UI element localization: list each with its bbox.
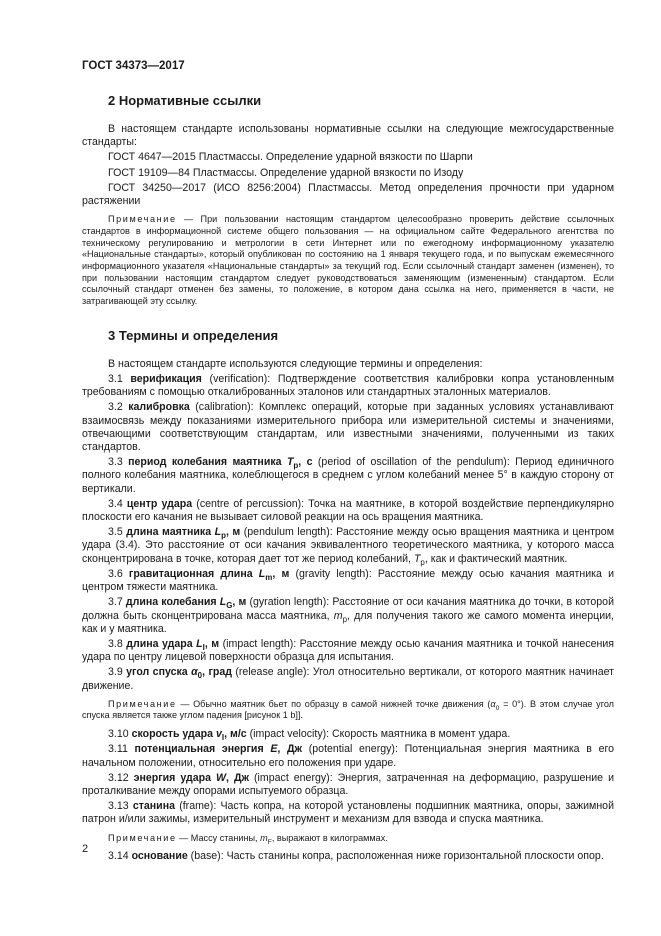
- reference-item: ГОСТ 4647—2015 Пластмассы. Определение ударной вязкости по Шарпи: [108, 151, 473, 164]
- reference-item: ГОСТ 19109—84 Пластмассы. Определение ударной вязкости по Изоду: [108, 166, 464, 179]
- term-3-11: 3.11 потенциальная энергия E, Дж (potential energy): Потенциальная энергия маятника в его начальном положении, относительно его положения при ударе.: [82, 743, 614, 769]
- term-3-2: 3.2 калибровка (calibration): Комплекс операций, которые при заданных условиях устанавливают взаимосвязь между показаниями измерительного прибора или измерительной системы и значениями, отвечающими соответствующим стандартам, или известными значениями, полученными из таких стандартов.: [82, 401, 615, 454]
- term-3-10: 3.10 скорость удара $v_I$, м/с (impact velocity): Скорость маятника в момент удара.: [108, 728, 511, 743]
- term-3-8: 3.8 длина удара $L_I$, м (impact length): Расстояние между осью качания маятника и точкой нанесения удара по центру лицевой поверхности образца для испытания.: [82, 637, 614, 664]
- section-3-intro: В настоящем стандарте используются следующие термины и определения:: [108, 357, 483, 370]
- term-3-1: 3.1 верификация (verification): Подтверждение соответствия калибровки копра установленным требованиям с помощью откалиброванных эталонов или стандартных эталонных материалов.: [82, 373, 615, 399]
- term-3-5: 3.5 длина маятника $L_p$, м (pendulum length): Расстояние между осью вращения маятника и центром удара (3.4). Это расстояние от оси качания эквивалентного теоретического маятника, у которого масса сконцентрирована в точке, которая дает тот же период колебаний, $T_p$, как и фактический маятник.: [82, 526, 614, 567]
- note-references: [82, 214, 614, 308]
- term-3-7: 3.7 длина колебания $L_G$, м (gyration length): Расстояние от оси качания маятника до точки, в которой должна быть сконцентрирована масса маятника, $m_p$, для получения такого же самого момента инерции, как и у маятника.: [82, 596, 614, 635]
- page-content: [82, 93, 614, 865]
- note-text: — При пользовании настоящим стандартом целесообразно проверить действие ссылочных стандартов в информационной системе общего пользования — на официальном сайте Федерального агентства по техническому регулированию и метрологии в сети Интернет или по ежегодному информационному указателю «Национальные стандарты», который опубликован по состоянию на 1 января текущего года, и по выпускам ежемесячного информационного указателя «Национальные стандарты» за текущий год. Если ссылочный стандарт заменен (изменен), то при пользовании настоящим стандартом следует руководствоваться заменяющим (измененным) стандартом. Если ссылочный стандарт отменен без замены, то положение, в котором дана ссылка на него, применяется в части, не затрагивающей эту ссылку.: [82, 214, 614, 307]
- term-3-9: 3.9 угол спуска $\alpha_0$, град (release angle): Угол относительно вертикали, от которого маятник начинает движение.: [82, 666, 614, 692]
- term-3-13: 3.13 станина (frame): Часть копра, на которой установлены подшипник маятника, опоры, зажимной патрон и/или зажимы, измерительный инструмент и механизм для взвода и спуска маятника.: [82, 800, 614, 826]
- reference-item: ГОСТ 34250—2017 (ИСО 8256:2004) Пластмассы. Метод определения прочности при ударном растяжении: [82, 181, 614, 208]
- note-label: Примечание: [108, 214, 177, 225]
- section-2-intro: В настоящем стандарте использованы нормативные ссылки на следующие межгосударственные стандарты:: [82, 123, 614, 149]
- note-frame-mass: Примечание — Массу станины, $m_F$, выражают в килограммах.: [108, 832, 388, 846]
- section-2-title: 2 Нормативные ссылки: [108, 93, 262, 108]
- term-3-4: 3.4 центр удара (centre of percussion): Точка на маятнике, в которой воздействие перпендикулярно плоскости его качания не вызывает силовой реакции на ось вращения маятника.: [82, 497, 614, 524]
- term-3-14: 3.14 основание (base): Часть станины копра, расположенная ниже горизонтальной плоскости опор.: [108, 850, 604, 863]
- document-header: ГОСТ 34373—2017: [82, 60, 185, 72]
- term-3-3: 3.3 период колебания маятника $T_p$, с (period of oscillation of the pendulum): Период единичного полного колебания маятника, колеблющегося в среднем с углом колебаний менее 5° в каждую сторону от вертикали.: [82, 456, 615, 495]
- page-number: 2: [82, 843, 89, 855]
- note-release-angle: Примечание — Обычно маятник бьет по образцу в самой нижней точке движения $(\alpha_0 = 0^\circ)$. В этом случае угол спуска является также углом падения [рисунок 1 b]].: [82, 698, 614, 721]
- term-3-12: 3.12 энергия удара W, Дж (impact energy): Энергия, затраченная на деформацию, разрушение и проталкивание между опорами испытуемого образца.: [82, 771, 614, 797]
- term-3-6: 3.6 гравитационная длина $L_m$, м (gravity length): Расстояние между осью качания маятника и центром тяжести маятника.: [82, 567, 614, 594]
- section-3-title: 3 Термины и определения: [108, 327, 279, 343]
